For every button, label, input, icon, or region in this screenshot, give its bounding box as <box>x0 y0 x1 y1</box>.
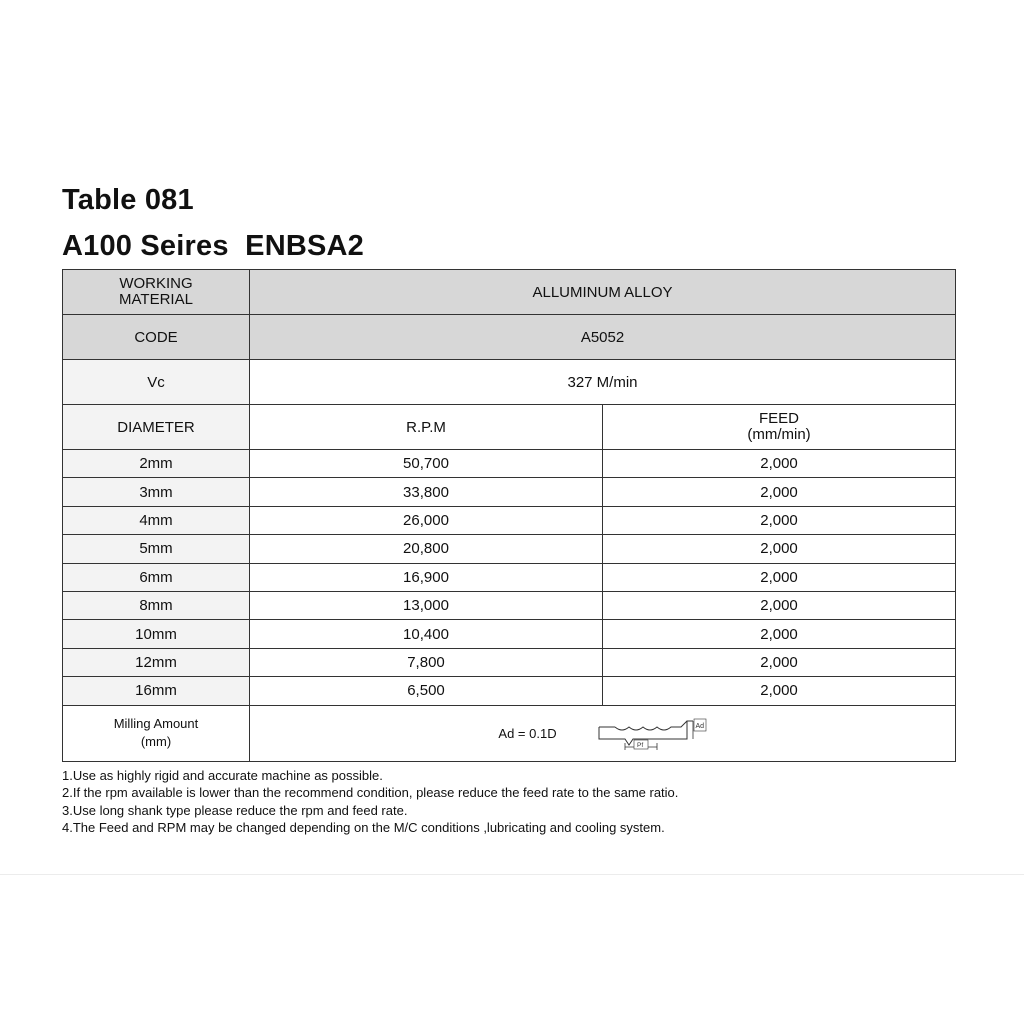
page-divider <box>0 874 1024 875</box>
feed-cell: 2,000 <box>603 648 956 676</box>
rpm-cell: 7,800 <box>250 648 603 676</box>
diameter-cell: 10mm <box>63 620 250 648</box>
feed-cell: 2,000 <box>603 677 956 705</box>
note-item: 4.The Feed and RPM may be changed depending on the M/C conditions ,lubricating and cooling system. <box>62 819 665 835</box>
table-row <box>63 620 956 648</box>
feed-cell: 2,000 <box>603 506 956 534</box>
rpm-header: R.P.M <box>250 405 603 450</box>
diameter-cell: 8mm <box>63 591 250 619</box>
usage-notes <box>62 767 678 836</box>
vc-value: 327 M/min <box>250 360 956 405</box>
vc-label: Vc <box>63 360 250 405</box>
milling-diagram-icon <box>597 715 707 751</box>
table-row <box>63 591 956 619</box>
rpm-cell: 20,800 <box>250 535 603 563</box>
diameter-cell: 5mm <box>63 535 250 563</box>
table-row <box>63 677 956 705</box>
diameter-cell: 6mm <box>63 563 250 591</box>
table-row <box>63 648 956 676</box>
note-item: 2.If the rpm available is lower than the recommend condition, please reduce the feed rate to the same ratio. <box>62 785 679 801</box>
cutting-conditions-table <box>62 269 956 762</box>
diameter-cell: 12mm <box>63 648 250 676</box>
table-row <box>63 535 956 563</box>
code-label: CODE <box>63 315 250 360</box>
feed-cell: 2,000 <box>603 563 956 591</box>
feed-cell: 2,000 <box>603 535 956 563</box>
diagram-pf-label: Pf <box>636 742 643 750</box>
working-material-label: WORKING MATERIAL <box>63 270 250 315</box>
table-row <box>63 563 956 591</box>
diagram-ad-label: Ad <box>695 723 704 731</box>
table-row <box>63 450 956 478</box>
milling-amount-value-cell <box>250 705 956 761</box>
rpm-cell: 33,800 <box>250 478 603 506</box>
table-number-title: Table 081 <box>62 184 194 216</box>
table-row <box>63 506 956 534</box>
rpm-cell: 13,000 <box>250 591 603 619</box>
series-title: A100 Seires ENBSA2 <box>62 230 365 262</box>
milling-amount-value: Ad = 0.1D <box>498 725 557 741</box>
rpm-cell: 6,500 <box>250 677 603 705</box>
rpm-cell: 50,700 <box>250 450 603 478</box>
feed-header: FEED (mm/min) <box>603 405 956 450</box>
rpm-cell: 10,400 <box>250 620 603 648</box>
code-value: A5052 <box>250 315 956 360</box>
feed-cell: 2,000 <box>603 591 956 619</box>
table-row <box>63 478 956 506</box>
note-item: 3.Use long shank type please reduce the rpm and feed rate. <box>62 802 408 818</box>
rpm-cell: 16,900 <box>250 563 603 591</box>
feed-cell: 2,000 <box>603 450 956 478</box>
diameter-cell: 3mm <box>63 478 250 506</box>
rpm-cell: 26,000 <box>250 506 603 534</box>
diameter-header: DIAMETER <box>63 405 250 450</box>
milling-amount-label: Milling Amount (mm) <box>63 705 250 761</box>
diameter-cell: 2mm <box>63 450 250 478</box>
diameter-cell: 16mm <box>63 677 250 705</box>
feed-cell: 2,000 <box>603 620 956 648</box>
diameter-cell: 4mm <box>63 506 250 534</box>
feed-cell: 2,000 <box>603 478 956 506</box>
working-material-value: ALLUMINUM ALLOY <box>250 270 956 315</box>
note-item: 1.Use as highly rigid and accurate machine as possible. <box>62 768 383 783</box>
